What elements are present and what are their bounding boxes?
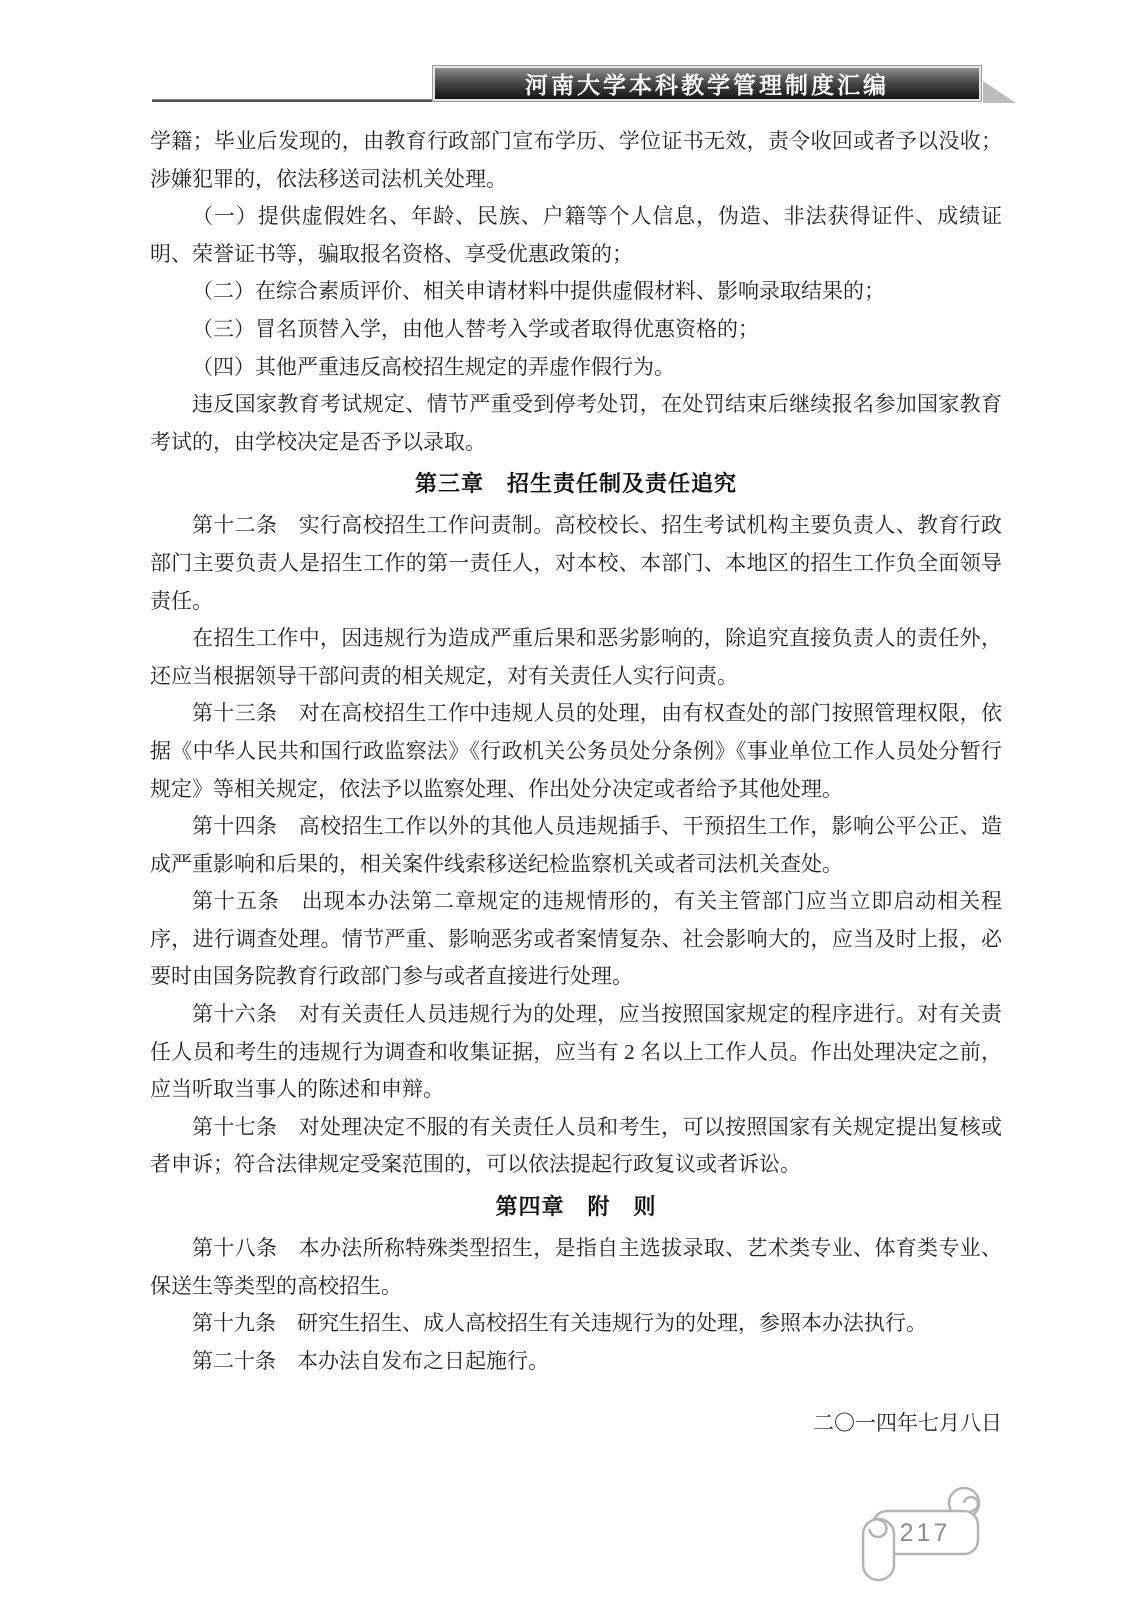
article-14: 第十四条 高校招生工作以外的其他人员违规插手、干预招生工作，影响公平公正、造成严重影响和后果的，相关案件线索移送纪检监察机关或者司法机关查处。	[150, 814, 1002, 876]
article-20: 第二十条 本办法自发布之日起施行。	[192, 1348, 549, 1373]
list-item-4: （四）其他严重违反高校招生规定的弄虚作假行为。	[192, 354, 675, 379]
header-banner	[433, 66, 981, 101]
list-item-2: （二）在综合素质评价、相关申请材料中提供虚假材料、影响录取结果的；	[192, 279, 885, 304]
article-16: 第十六条 对有关责任人员违规行为的处理，应当按照国家规定的程序进行。对有关责任人员和考生的违规行为调查和收集证据，应当有 2 名以上工作人员。作出处理决定之前，应当听取当事人的陈述和申辩。	[150, 1002, 1002, 1102]
list-item-1: （一）提供虚假姓名、年龄、民族、户籍等个人信息，伪造、非法获得证件、成绩证明、荣誉证书等，骗取报名资格、享受优惠政策的；	[150, 204, 1002, 266]
chapter3-heading: 第三章 招生责任制及责任追究	[414, 471, 737, 497]
page-footer	[856, 1484, 990, 1584]
paragraph-continuation: 学籍；毕业后发现的，由教育行政部门宣布学历、学位证书无效，责令收回或者予以没收；涉嫌犯罪的，依法移送司法机关处理。	[150, 129, 1002, 191]
banner-title: 河南大学本科教学管理制度汇编	[525, 73, 889, 98]
article-12: 第十二条 实行高校招生工作问责制。高校校长、招生考试机构主要负责人、教育行政部门主要负责人是招生工作的第一责任人，对本校、本部门、本地区的招生工作负全面领导责任。	[150, 513, 1002, 613]
banner-fold-triangle	[983, 81, 1016, 103]
page-number: 217	[899, 1519, 951, 1547]
article-13: 第十三条 对在高校招生工作中违规人员的处理，由有权查处的部门按照管理权限，依据《中华人民共和国行政监察法》《行政机关公务员处分条例》《事业单位工作人员处分暂行规定》等相关规定，依法予以监察处理、作出处分决定或者给予其他处理。	[150, 701, 1002, 801]
article-17: 第十七条 对处理决定不服的有关责任人员和考生，可以按照国家有关规定提出复核或者申诉；符合法律规定受案范围的，可以依法提起行政复议或者诉讼。	[150, 1114, 1002, 1177]
document-body	[150, 123, 1002, 1443]
paragraph: 违反国家教育考试规定、情节严重受到停考处罚，在处罚结束后继续报名参加国家教育考试的，由学校决定是否予以录取。	[150, 392, 1002, 454]
scroll-left-roll	[863, 1519, 894, 1580]
page-number-scroll-icon	[856, 1484, 990, 1584]
paragraph: 在招生工作中，因违规行为造成严重后果和恶劣影响的，除追究直接负责人的责任外，还应当根据领导干部问责的相关规定，对有关责任人实行问责。	[150, 626, 1002, 688]
article-18: 第十八条 本办法所称特殊类型招生，是指自主选拔录取、艺术类专业、体育类专业、保送生等类型的高校招生。	[150, 1236, 1002, 1298]
article-15: 第十五条 出现本办法第二章规定的违规情形的，有关主管部门应当立即启动相关程序，进行调查处理。情节严重、影响恶劣或者案情复杂、社会影响大的，应当及时上报，必要时由国务院教育行政部门参与或者直接进行处理。	[150, 889, 1002, 989]
article-19: 第十九条 研究生招生、成人高校招生有关违规行为的处理，参照本办法执行。	[192, 1311, 927, 1336]
list-item-3: （三）冒名顶替入学，由他人替考入学或者取得优惠资格的；	[192, 316, 759, 341]
issue-date: 二〇一四年七月八日	[813, 1411, 1002, 1436]
chapter4-heading: 第四章 附 则	[495, 1194, 657, 1220]
